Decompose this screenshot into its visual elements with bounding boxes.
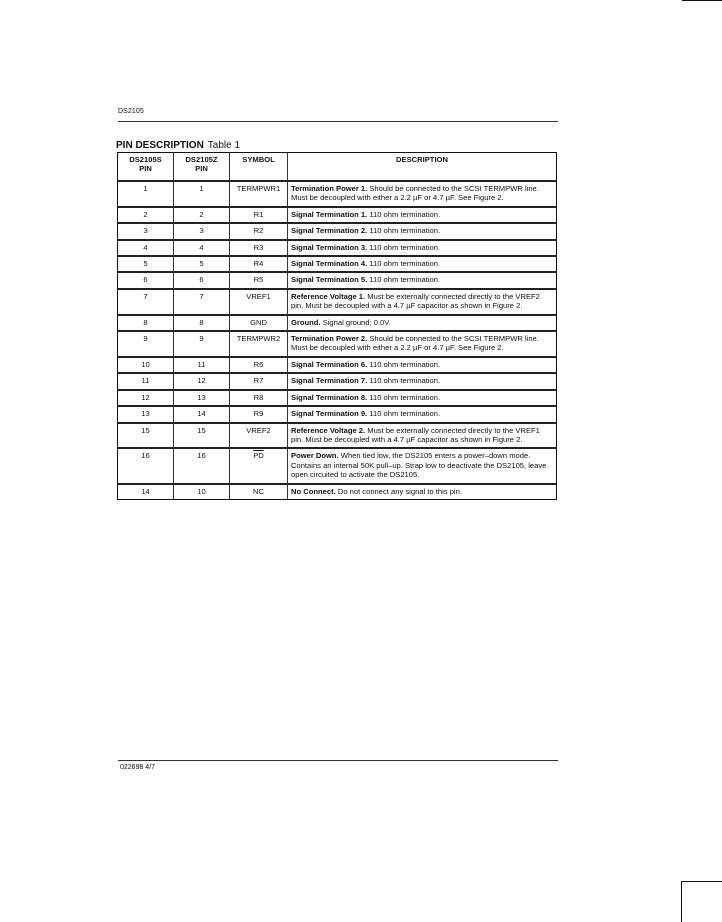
symbol-text: TERMPWR2 <box>236 334 281 344</box>
ds2105z-pin-cell: 3 <box>174 224 230 240</box>
table-body <box>118 182 556 499</box>
header-rule <box>118 121 558 122</box>
ds2105z-pin-cell: 16 <box>174 449 230 484</box>
ds2105z-pin-cell: 1 <box>174 182 230 208</box>
symbol-cell <box>230 224 288 240</box>
symbol-text: VREF1 <box>246 291 271 301</box>
description-body: 110 ohm termination. <box>367 226 441 236</box>
ds2105z-pin-cell: 6 <box>174 273 230 289</box>
col-header-symbol: SYMBOL <box>230 153 288 182</box>
symbol-cell <box>230 449 288 484</box>
description-lead: Signal Termination 8. <box>291 392 368 402</box>
ds2105s-pin-cell: 6 <box>118 273 174 289</box>
ds2105z-pin-cell: 12 <box>174 374 230 390</box>
ds2105s-pin-cell: 9 <box>118 332 174 358</box>
pin-description-table <box>117 152 557 500</box>
symbol-text: R4 <box>253 259 264 269</box>
symbol-text: R1 <box>253 209 264 219</box>
description-cell <box>288 316 556 332</box>
table-row <box>118 485 556 499</box>
table-row <box>118 424 556 450</box>
table-row <box>118 224 556 240</box>
description-body: 110 ohm termination. <box>367 259 441 269</box>
section-title-text: PIN DESCRIPTION <box>116 140 204 151</box>
description-lead: Signal Termination 2. <box>291 226 368 236</box>
description-body: 110 ohm termination. <box>367 376 441 386</box>
symbol-cell <box>230 316 288 332</box>
symbol-text: R7 <box>253 376 264 386</box>
symbol-text: R9 <box>253 409 264 419</box>
description-body: Should be connected to the SCSI TERMPWR line. Must be decoupled with either a 2.2 µF or 4.7 µF. See Figure 2. <box>291 184 539 203</box>
symbol-cell <box>230 290 288 316</box>
table-row <box>118 332 556 358</box>
symbol-text: R5 <box>253 275 264 285</box>
description-body: 110 ohm termination. <box>367 359 441 369</box>
ds2105s-pin-cell: 8 <box>118 316 174 332</box>
symbol-text: TERMPWR1 <box>236 184 281 193</box>
section-title <box>116 140 240 151</box>
description-lead: Power Down. <box>291 451 339 461</box>
symbol-text: $\overline{PD}$ <box>253 451 264 461</box>
description-cell <box>288 332 556 358</box>
symbol-text: R8 <box>253 392 264 402</box>
description-lead: Signal Termination 9. <box>291 409 368 419</box>
description-body: 110 ohm termination. <box>367 209 441 219</box>
symbol-text: R6 <box>253 359 264 369</box>
symbol-cell <box>230 332 288 358</box>
description-lead: No Connect. <box>291 486 336 496</box>
table-row <box>118 257 556 273</box>
description-body: 110 ohm termination. <box>367 275 441 285</box>
header-doc-id: DS2105 <box>118 108 144 115</box>
description-lead: Ground. <box>291 317 321 327</box>
description-cell <box>288 182 556 208</box>
description-body: Should be connected to the SCSI TERMPWR line. Must be decoupled with either a 2.2 µF or 4.7 µF. See Figure 2. <box>291 334 539 353</box>
ds2105s-pin-cell: 1 <box>118 182 174 208</box>
description-lead: Signal Termination 5. <box>291 275 368 285</box>
description-lead: Signal Termination 7. <box>291 376 368 386</box>
description-cell <box>288 391 556 407</box>
table-row <box>118 316 556 332</box>
description-lead: Reference Voltage 2. <box>291 425 366 435</box>
ds2105z-pin-cell: 5 <box>174 257 230 273</box>
symbol-cell <box>230 485 288 499</box>
table-row <box>118 208 556 224</box>
ds2105z-pin-cell: 10 <box>174 485 230 499</box>
col-header-ds2105z-pin <box>174 153 230 182</box>
description-body: 110 ohm termination. <box>367 409 441 419</box>
symbol-cell <box>230 374 288 390</box>
description-body: Do not connect any signal to this pin. <box>335 486 462 496</box>
description-body: Signal ground; 0.0V. <box>320 317 391 327</box>
description-lead: Signal Termination 3. <box>291 242 368 252</box>
table-row <box>118 241 556 257</box>
crop-mark-bottom-right-v <box>681 881 682 922</box>
description-cell <box>288 449 556 484</box>
ds2105s-pin-cell: 5 <box>118 257 174 273</box>
description-body: 110 ohm termination. <box>367 392 441 402</box>
table-row <box>118 290 556 316</box>
description-lead: Termination Power 1. <box>291 184 368 193</box>
footer-rule <box>118 760 558 761</box>
symbol-cell <box>230 358 288 374</box>
description-cell <box>288 241 556 257</box>
ds2105z-pin-cell: 13 <box>174 391 230 407</box>
description-cell <box>288 358 556 374</box>
ds2105s-pin-cell: 16 <box>118 449 174 484</box>
description-cell <box>288 424 556 450</box>
ds2105s-pin-cell: 2 <box>118 208 174 224</box>
ds2105s-pin-cell: 11 <box>118 374 174 390</box>
symbol-cell <box>230 257 288 273</box>
description-body: 110 ohm termination. <box>367 242 441 252</box>
symbol-cell <box>230 273 288 289</box>
ds2105s-pin-cell: 12 <box>118 391 174 407</box>
table-header-row <box>118 153 556 182</box>
description-lead: Signal Termination 4. <box>291 259 368 269</box>
ds2105z-pin-cell: 7 <box>174 290 230 316</box>
col-header-ds2105s-line1: DS2105S <box>129 155 162 164</box>
table-row <box>118 391 556 407</box>
table-row <box>118 449 556 484</box>
symbol-text: R3 <box>253 242 264 252</box>
col-header-description: DESCRIPTION <box>288 153 556 182</box>
ds2105s-pin-cell: 3 <box>118 224 174 240</box>
ds2105z-pin-cell: 14 <box>174 407 230 423</box>
description-body: Must be externally connected directly to the VREF2 pin. Must be decoupled with a 4.7 µF capacitor as shown in Figure 2. <box>291 291 540 311</box>
description-body: When tied low, the DS2105 enters a power–down mode. Contains an internal 50K pull–up. Strap low to deactivate the DS2105, leave open circuited to activate the DS2105. <box>291 451 547 480</box>
symbol-cell <box>230 424 288 450</box>
description-cell <box>288 224 556 240</box>
description-lead: Termination Power 2. <box>291 334 368 344</box>
ds2105z-pin-cell: 15 <box>174 424 230 450</box>
table-row <box>118 273 556 289</box>
description-cell <box>288 485 556 499</box>
description-cell <box>288 407 556 423</box>
symbol-text: NC <box>253 486 264 496</box>
symbol-text: R2 <box>253 226 264 236</box>
symbol-text: GND <box>250 317 267 327</box>
table-row <box>118 182 556 208</box>
crop-mark-bottom-right-h <box>681 881 722 882</box>
col-header-ds2105z-line2: PIN <box>195 164 208 174</box>
crop-mark-top-right <box>682 0 722 1</box>
symbol-cell <box>230 391 288 407</box>
symbol-cell <box>230 407 288 423</box>
ds2105s-pin-cell: 4 <box>118 241 174 257</box>
col-header-ds2105s-line2: PIN <box>139 164 152 174</box>
description-cell <box>288 273 556 289</box>
description-lead: Reference Voltage 1. <box>291 291 366 301</box>
footer-doc-code: 022698 4/7 <box>120 764 156 771</box>
ds2105s-pin-cell: 13 <box>118 407 174 423</box>
ds2105z-pin-cell: 2 <box>174 208 230 224</box>
ds2105z-pin-cell: 8 <box>174 316 230 332</box>
description-lead: Signal Termination 6. <box>291 359 368 369</box>
symbol-text: VREF2 <box>246 425 271 435</box>
symbol-cell <box>230 182 288 208</box>
table-row <box>118 407 556 423</box>
description-cell <box>288 257 556 273</box>
section-subtitle: Table 1 <box>207 140 241 151</box>
table-row <box>118 374 556 390</box>
ds2105s-pin-cell: 15 <box>118 424 174 450</box>
ds2105s-pin-cell: 10 <box>118 358 174 374</box>
ds2105z-pin-cell: 4 <box>174 241 230 257</box>
description-lead: Signal Termination 1. <box>291 209 368 219</box>
col-header-ds2105z-line1: DS2105Z <box>185 155 218 164</box>
table-row <box>118 358 556 374</box>
description-cell <box>288 290 556 316</box>
ds2105s-pin-cell: 7 <box>118 290 174 316</box>
description-body: Must be externally connected directly to the VREF1 pin. Must be decoupled with a 4.7 µF capacitor as shown in Figure 2. <box>291 425 540 444</box>
ds2105s-pin-cell: 14 <box>118 485 174 499</box>
description-cell <box>288 374 556 390</box>
symbol-cell <box>230 208 288 224</box>
description-cell <box>288 208 556 224</box>
ds2105z-pin-cell: 11 <box>174 358 230 374</box>
ds2105z-pin-cell: 9 <box>174 332 230 358</box>
col-header-ds2105s-pin <box>118 153 174 182</box>
symbol-cell <box>230 241 288 257</box>
